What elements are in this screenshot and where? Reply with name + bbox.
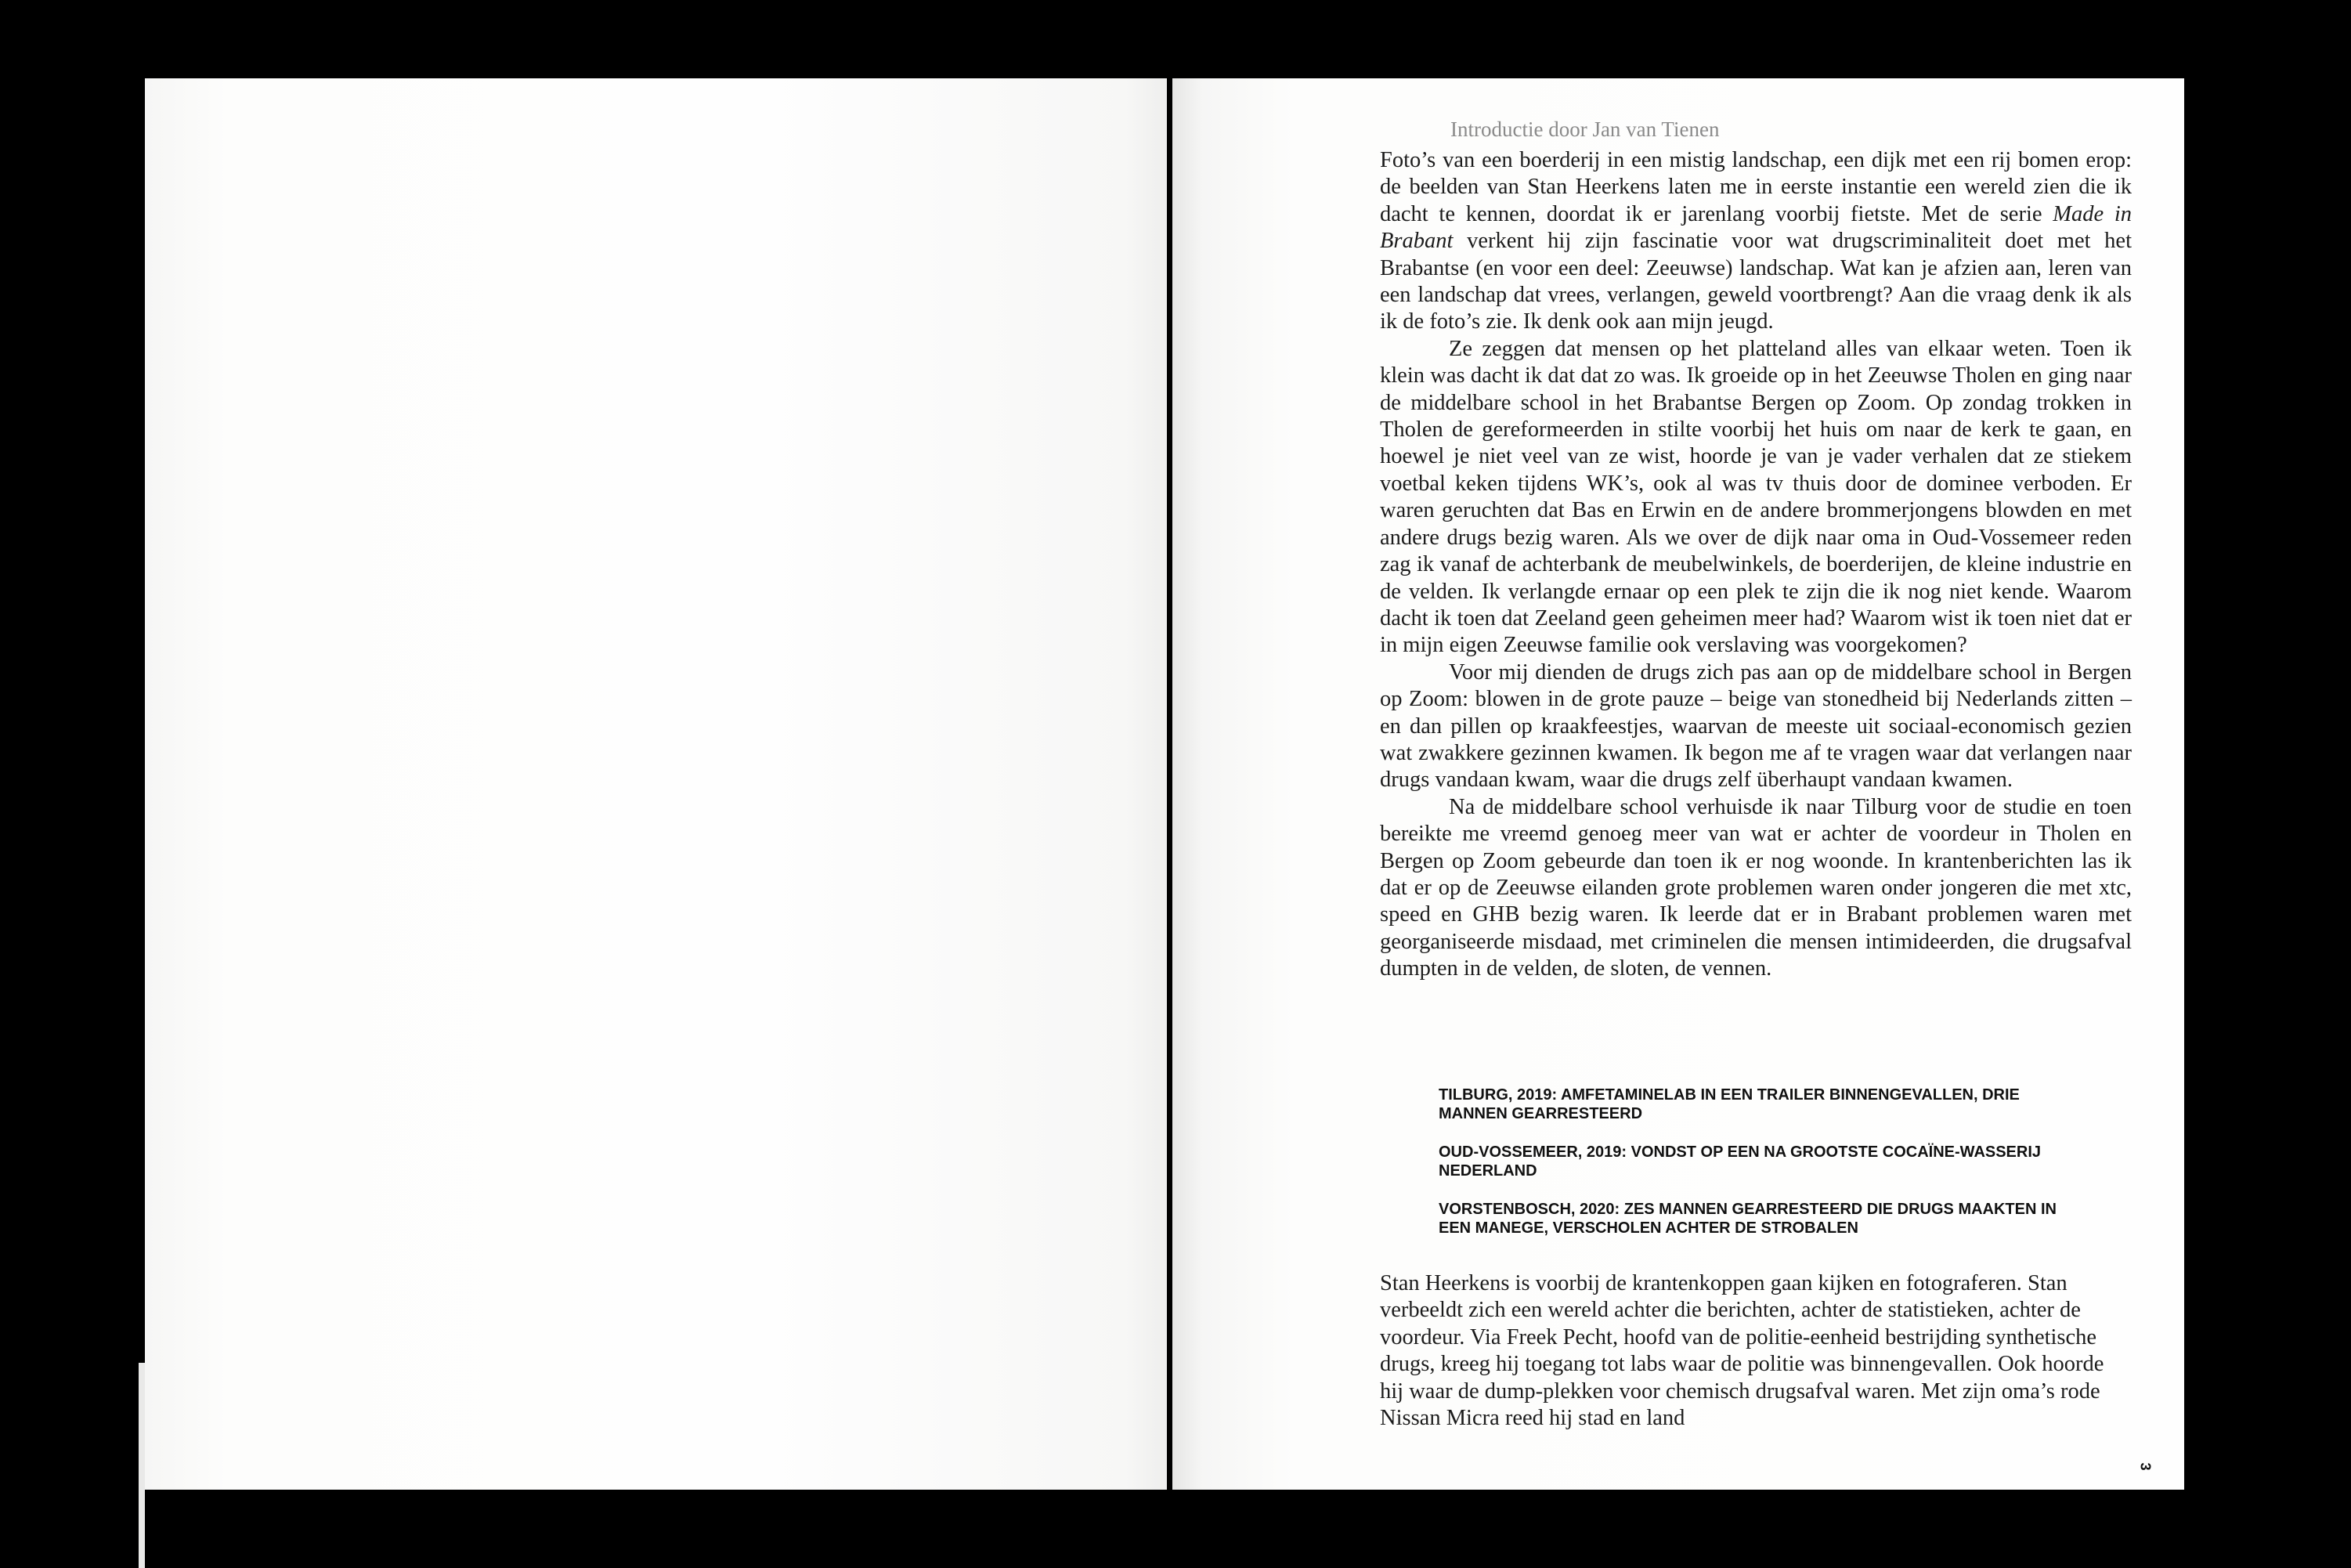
paragraph-3: Voor mij dienden de drugs zich pas aan op de middelbare school in Bergen op Zoom: blowen in de grote pauze – beige van stonedheid bij Nederlands zitten – en dan pillen op kraakfeestjes, waarvan de meeste uit sociaal-economisch gezien wat zwakkere gezinnen kwamen. Ik begon me af te vragen waar dat verlangen naar drugs vandaan kwam, waar die drugs zelf überhaupt vandaan kwamen. bbox=[1380, 659, 2132, 793]
page-number: 3 bbox=[2137, 1462, 2154, 1471]
paragraph-2: Ze zeggen dat mensen op het platteland alles van elkaar weten. Toen ik klein was dacht ik dat dat zo was. Ik groeide op in het Zeeuwse Tholen en ging naar de middelbare school in het Brabantse Bergen op Zoom. Op zondag trokken in Tholen de gereformeerden in stilte voorbij het huis om naar de kerk te gaan, en hoewel je niet veel van ze wist, hoorde je van je vader verhalen dat ze stiekem voetbal keken tijdens WK’s, ook al was tv thuis door de dominee verboden. Er waren geruchten dat Bas en Erwin en de andere brommerjongens blowden en met andere drugs bezig waren. Als we over de dijk naar oma in Oud-Vossemeer reden zag ik vanaf de achterbank de meubelwinkels, de boerderijen, de kleine industrie en de velden. Ik verlangde ernaar op een plek te zijn die ik nog niet kende. Waarom dacht ik toen dat Zeeland geen geheimen meer had? Waarom wist ik toen niet dat er in mijn eigen Zeeuwse familie ook verslaving was voorgekomen? bbox=[1380, 336, 2132, 658]
closing-paragraph: Stan Heerkens is voorbij de krantenkoppen gaan kijken en fotograferen. Stan verbeeldt zich een wereld achter die berichten, achter de statistieken, achter de voordeur. Via Freek Pecht, hoofd van de politie-eenheid bestrijding synthetische drugs, kreeg hij toegang tot labs waar de politie was binnengevallen. Ook hoorde hij waar de dump-plekken voor chemisch drugsafval waren. Met zijn oma’s rode Nissan Micra reed hij stad en land bbox=[1380, 1271, 2104, 1431]
series-title: Made in Brabant bbox=[1380, 201, 2132, 254]
page-edge bbox=[139, 1363, 145, 1568]
paragraph-1: Foto’s van een boerderij in een mistig landschap, een dijk met een rij bomen erop: de beelden van Stan Heerkens laten me in eerste instantie een wereld zien die ik dacht te kennen, doordat ik er jarenlang voorbij fietste. Met de serie Made in Brabant verkent hij zijn fascinatie voor wat drugscriminaliteit doet met het Brabantse (en voor een deel: Zeeuwse) landschap. Wat kan je afzien aan, leren van een landschap dat vrees, verlangen, geweld voortbrengt? Aan die vraag denk ik als ik de foto’s zie. Ik denk ook aan mijn jeugd. bbox=[1380, 148, 2132, 334]
news-headlines bbox=[1439, 1086, 2089, 1257]
right-page bbox=[1172, 78, 2184, 1490]
intro-byline: Introductie door Jan van Tienen bbox=[1450, 117, 1720, 141]
paragraph-4: Na de middelbare school verhuisde ik naar Tilburg voor de studie en toen bereikte me vreemd genoeg meer van wat er achter de voordeur in Tholen en Bergen op Zoom gebeurde dan toen ik er nog woonde. In krantenberichten las ik dat er op de Zeeuwse eilanden grote problemen waren onder jongeren die met xtc, speed en GHB bezig waren. Ik leerde dat er in Brabant problemen waren met georganiseerde misdaad, met criminelen die mensen intimideerden, die drugsafval dumpten in de velden, de sloten, de vennen. bbox=[1380, 794, 2132, 981]
headline: TILBURG, 2019: AMFETAMINELAB IN EEN TRAILER BINNENGEVALLEN, DRIE MANNEN GEARRESTEERD bbox=[1439, 1086, 2020, 1122]
closing-text bbox=[1380, 1270, 2132, 1432]
headline: VORSTENBOSCH, 2020: ZES MANNEN GEARRESTEERD DIE DRUGS MAAKTEN IN EEN MANEGE, VERSCHOLEN ACHTER DE STROBALEN bbox=[1439, 1201, 2057, 1237]
headline: OUD-VOSSEMEER, 2019: VONDST OP EEN NA GROOTSTE COCAÏNE-WASSERIJ NEDERLAND bbox=[1439, 1143, 2042, 1180]
body-text bbox=[1380, 147, 2132, 983]
left-page-blank bbox=[145, 78, 1167, 1490]
